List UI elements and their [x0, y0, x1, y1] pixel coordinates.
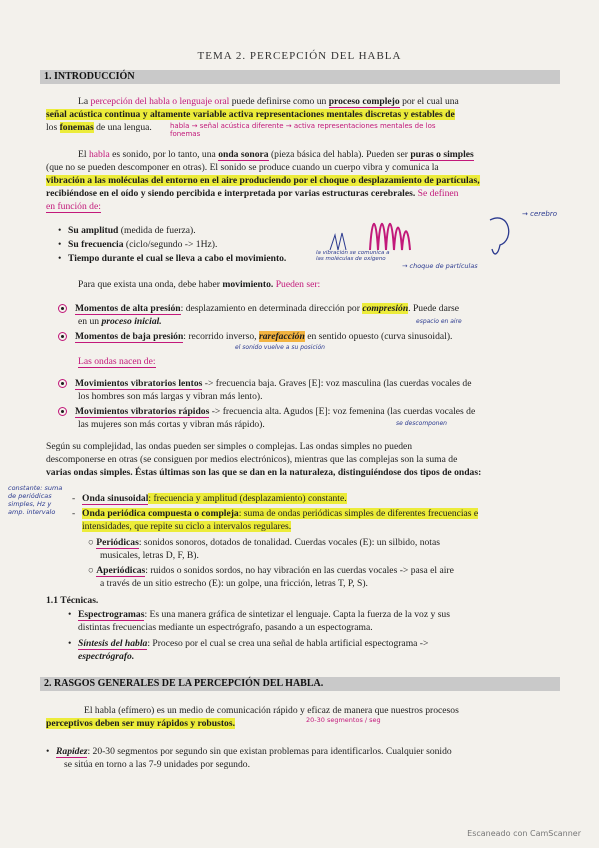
habla-paragraph-l2: (que no se pueden descomponer en otras). El sonido se produce cuando un cuerpo vibra y comunica la	[46, 162, 439, 173]
handwritten-constante: constante: suma de periódicas simples, Hz y amp. intervalo	[8, 484, 63, 516]
habla-paragraph-l3: vibración a las moléculas del entorno en el aire produciendo por el choque o desplazamiento de partículas,	[46, 175, 480, 186]
baja-presion-item: Momentos de baja presión: recorrido inverso, rarefacción en sentido opuesto (curva sinusoidal).	[58, 330, 558, 343]
scanner-watermark: Escaneado con CamScanner	[467, 829, 581, 838]
habla-paragraph-l5: en función de:	[46, 201, 101, 212]
list-item: • Su amplitud (medida de fuerza).	[58, 225, 196, 236]
handwritten-choque: → choque de partículas	[402, 262, 478, 270]
movimiento-rapido-l2: las mujeres son más cortas y vibran más rápido).	[78, 419, 265, 430]
intro-paragraph-l3: los fonemas de una lengua.	[46, 122, 152, 133]
periodicas-item: ○ Periódicas: sonidos sonoros, dotados de tonalidad. Cuerdas vocales (E): un silbido, notas	[88, 537, 440, 548]
rasgos-paragraph-l2: perceptivos deben ser muy rápidos y robustos.	[46, 718, 235, 729]
section-heading-introduccion: 1. INTRODUCCIÓN	[40, 70, 560, 84]
movimiento-rapido-item: Movimientos vibratorios rápidos -> frecuencia alta. Agudos [E]: voz femenina (las cuerdas vocales de	[58, 405, 558, 418]
rasgos-paragraph: El habla (efímero) es un medio de comunicación rápido y eficaz de manera que nuestros procesos	[84, 705, 459, 716]
aperiodicas-l2: a través de un sitio estrecho (E): un golpe, una fricción, letras T, P, S).	[100, 578, 368, 589]
page-title: TEMA 2. PERCEPCIÓN DEL HABLA	[197, 50, 402, 62]
intro-paragraph: La percepción del habla o lenguaje oral puede definirse como un proceso complejo por el cual una	[78, 96, 459, 107]
alta-presion-l2: en un proceso inicial.	[78, 316, 162, 327]
aperiodicas-item: ○ Aperiódicas: ruidos o sonidos sordos, no hay vibración en las cuerdas vocales -> pasa el aire	[88, 565, 454, 576]
habla-paragraph-l4: recibiéndose en el oído y siendo percibida e interpretada por varias estructuras cerebrales. Se definen	[46, 188, 459, 199]
handwritten-espacio: espacio en aire	[416, 318, 462, 325]
list-item: • Tiempo durante el cual se lleva a cabo el movimiento.	[58, 253, 287, 264]
periodicas-l2: musicales, letras D, F, B).	[100, 550, 199, 561]
movimiento-lento-item: Movimientos vibratorios lentos -> frecuencia baja. Graves [E]: voz masculina (las cuerdas vocales de	[58, 377, 558, 390]
tecnicas-heading: 1.1 Técnicas.	[46, 595, 99, 606]
handwritten-vuelve: el sonido vuelve a su posición	[235, 344, 325, 351]
movimiento-line: Para que exista una onda, debe haber movimiento. Pueden ser:	[78, 279, 321, 290]
handwritten-segmentos: 20-30 segmentos / seg	[306, 716, 381, 724]
complejidad-paragraph-l3: varias ondas simples. Éstas últimas son las que se dan en la naturaleza, distinguiéndose dos tipos de ondas:	[46, 467, 482, 478]
sintesis-habla-l2: espectrógrafo.	[78, 651, 135, 662]
handwritten-cerebro: → cerebro	[522, 210, 558, 218]
section-heading-rasgos: 2. RASGOS GENERALES DE LA PERCEPCIÓN DEL HABLA.	[40, 677, 560, 691]
sintesis-habla-item: • Síntesis del habla: Proceso por el cual se crea una señal de habla artificial espectograma ->	[68, 638, 429, 649]
alta-presion-item: Momentos de alta presión: desplazamiento en determinada dirección por compresión. Puede darse	[58, 302, 558, 315]
onda-compleja-l2: intensidades, que repite su ciclo a intervalos regulares.	[82, 521, 292, 532]
espectrogramas-l2: distintas frecuencias mediante un espectrógrafo, pasando a un espectograma.	[78, 622, 373, 633]
term-percepcion: percepción del habla o lenguaje oral	[90, 96, 230, 107]
rapidez-l2: se sitúa en torno a las 7-9 unidades por segundo.	[64, 759, 250, 770]
rapidez-item: • Rapidez: 20-30 segmentos por segundo sin que existan problemas para identificarlos. Cualquier sonido	[46, 746, 452, 757]
habla-paragraph: El habla es sonido, por lo tanto, una onda sonora (pieza básica del habla). Pueden ser puras o simples	[78, 149, 474, 160]
ondas-nacen-heading: Las ondas nacen de:	[78, 356, 156, 367]
handwritten-vibracion: la vibración se comunica a las moléculas de oxígeno	[316, 250, 390, 262]
handwritten-note-habla: habla → señal acústica diferente → activa representaciones mentales de los fonemas	[170, 122, 436, 138]
espectrogramas-item: • Espectrogramas: Es una manera gráfica de sintetizar el lenguaje. Capta la fuerza de la voz y sus	[68, 609, 450, 620]
movimiento-lento-l2: los hombres son más largas y vibran más lento).	[78, 391, 263, 402]
onda-sinusoidal-item: - Onda sinusoidal: frecuencia y amplitud (desplazamiento) constante.	[72, 493, 347, 504]
intro-paragraph-l2: señal acústica continua y altamente variable activa representaciones mentales discretas y estables de	[46, 109, 455, 120]
complejidad-paragraph-l2: descomponerse en otras (se consiguen por medios electrónicos), mientras que las complejas son la suma de	[46, 454, 458, 465]
onda-compleja-item: - Onda periódica compuesta o compleja: suma de ondas periódicas simples de diferentes frecuencias e	[72, 508, 479, 519]
complejidad-paragraph: Según su complejidad, las ondas pueden ser simples o complejas. Las ondas simples no pueden	[46, 441, 413, 452]
handwritten-descomponen: se descomponen	[396, 420, 447, 427]
list-item: • Su frecuencia (ciclo/segundo -> 1Hz).	[58, 239, 218, 250]
